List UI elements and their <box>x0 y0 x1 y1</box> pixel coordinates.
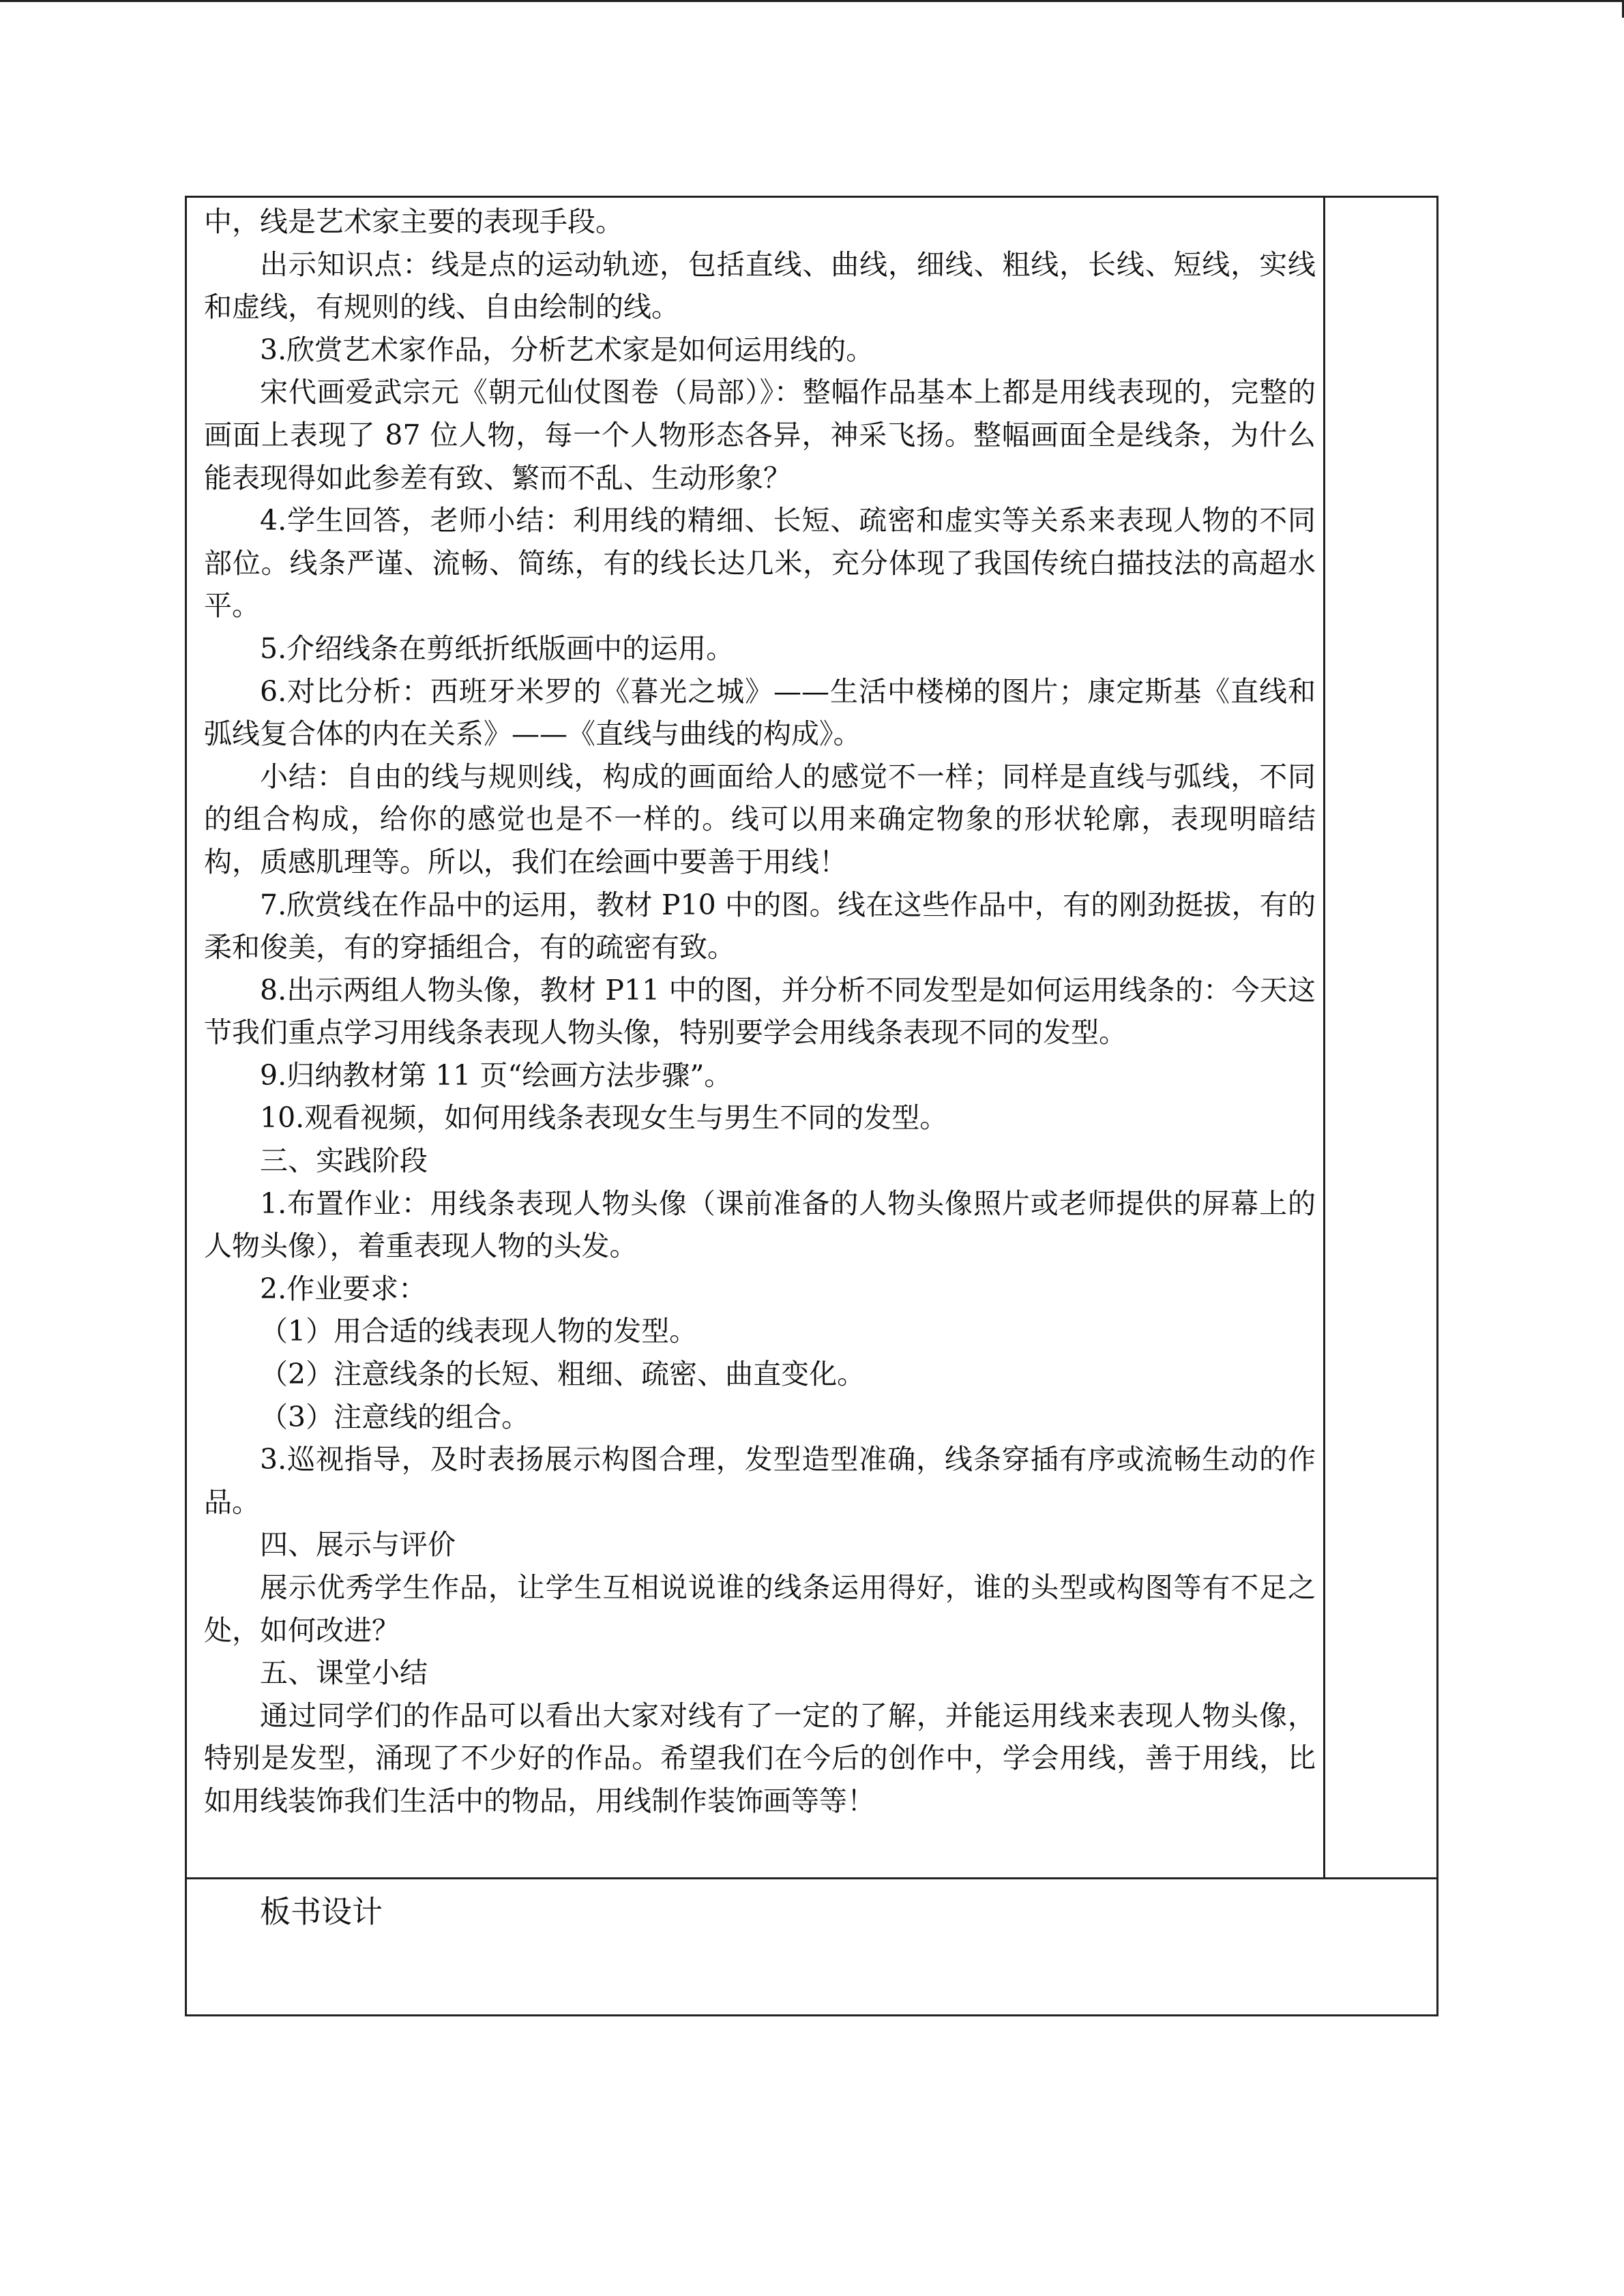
paragraph-0: 中，线是艺术家主要的表现手段。 <box>204 205 623 238</box>
paragraph-13: 1.布置作业：用线条表现人物头像（课前准备的人物头像照片或老师提供的屏幕上的人物头像），着重表现人物的头发。 <box>204 1187 1316 1263</box>
paragraph-4: 4.学生回答，老师小结：利用线的精细、长短、疏密和虚实等关系来表现人物的不同部位。线条严谨、流畅、简练，有的线长达几米，充分体现了我国传统白描技法的高超水平。 <box>204 504 1316 623</box>
paragraph-10: 9.归纳教材第 11 页“绘画方法步骤”。 <box>260 1058 733 1092</box>
board-design-cell <box>187 1879 1436 2014</box>
paragraph-18: 3.巡视指导，及时表扬展示构图合理，发型造型准确，线条穿插有序或流畅生动的作品。 <box>204 1443 1316 1519</box>
requirement-2: （2）注意线条的长短、粗细、疏密、曲直变化。 <box>260 1358 866 1391</box>
paragraph-5: 5.介绍线条在剪纸折纸版画中的运用。 <box>260 631 735 665</box>
section-heading-summary: 五、课堂小结 <box>260 1656 428 1690</box>
teaching-process-text <box>204 200 1316 1823</box>
paragraph-6: 6.对比分析：西班牙米罗的《暮光之城》——生活中楼梯的图片；康定斯基《直线和弧线复合体的内在关系》——《直线与曲线的构成》。 <box>204 674 1316 751</box>
paragraph-9: 8.出示两组人物头像，教材 P11 中的图，并分析不同发型是如何运用线条的：今天这节我们重点学习用线条表现人物头像，特别要学会用线条表现不同的发型。 <box>204 973 1316 1049</box>
paragraph-22: 通过同学们的作品可以看出大家对线有了一定的了解，并能运用线来表现人物头像，特别是发型，涌现了不少好的作品。希望我们在今后的创作中，学会用线，善于用线，比如用线装饰我们生活中的物品，用线制作装饰画等等！ <box>204 1699 1316 1817</box>
requirement-1: （1）用合适的线表现人物的发型。 <box>260 1315 698 1348</box>
paragraph-11: 10.观看视频，如何用线条表现女生与男生不同的发型。 <box>260 1101 948 1135</box>
board-design-title: 板书设计 <box>260 1894 383 1930</box>
section-heading-practice: 三、实践阶段 <box>260 1144 428 1178</box>
paragraph-3: 宋代画爱武宗元《朝元仙仗图卷（局部）》：整幅作品基本上都是用线表现的，完整的画面上表现了 87 位人物，每一个人物形态各异，神采飞扬。整幅画面全是线条，为什么能表现得如此参差有致、繁而不乱、生动形象？ <box>204 376 1316 494</box>
lesson-plan-table <box>185 196 1438 2016</box>
paragraph-20: 展示优秀学生作品，让学生互相说说谁的线条运用得好，谁的头型或构图等有不足之处，如何改进？ <box>204 1571 1316 1647</box>
paragraph-1: 出示知识点：线是点的运动轨迹，包括直线、曲线，细线、粗线，长线、短线，实线和虚线，有规则的线、自由绘制的线。 <box>204 248 1316 324</box>
paragraph-7: 小结：自由的线与规则线，构成的画面给人的感觉不一样；同样是直线与弧线，不同的组合构成，给你的感觉也是不一样的。线可以用来确定物象的形状轮廓，表现明暗结构，质感肌理等。所以，我们在绘画中要善于用线！ <box>204 760 1316 878</box>
paragraph-2: 3.欣赏艺术家作品，分析艺术家是如何运用线的。 <box>260 333 874 366</box>
requirement-3: （3）注意线的组合。 <box>260 1400 530 1433</box>
paragraph-8: 7.欣赏线在作品中的运用，教材 P10 中的图。线在这些作品中，有的刚劲挺拔，有的柔和俊美，有的穿插组合，有的疏密有致。 <box>204 888 1316 964</box>
notes-column-cell <box>1325 198 1438 1879</box>
paragraph-14: 2.作业要求： <box>260 1272 427 1305</box>
teaching-process-cell <box>187 198 1325 1879</box>
section-heading-showcase: 四、展示与评价 <box>260 1528 456 1562</box>
page-top-rule <box>0 0 1624 2</box>
